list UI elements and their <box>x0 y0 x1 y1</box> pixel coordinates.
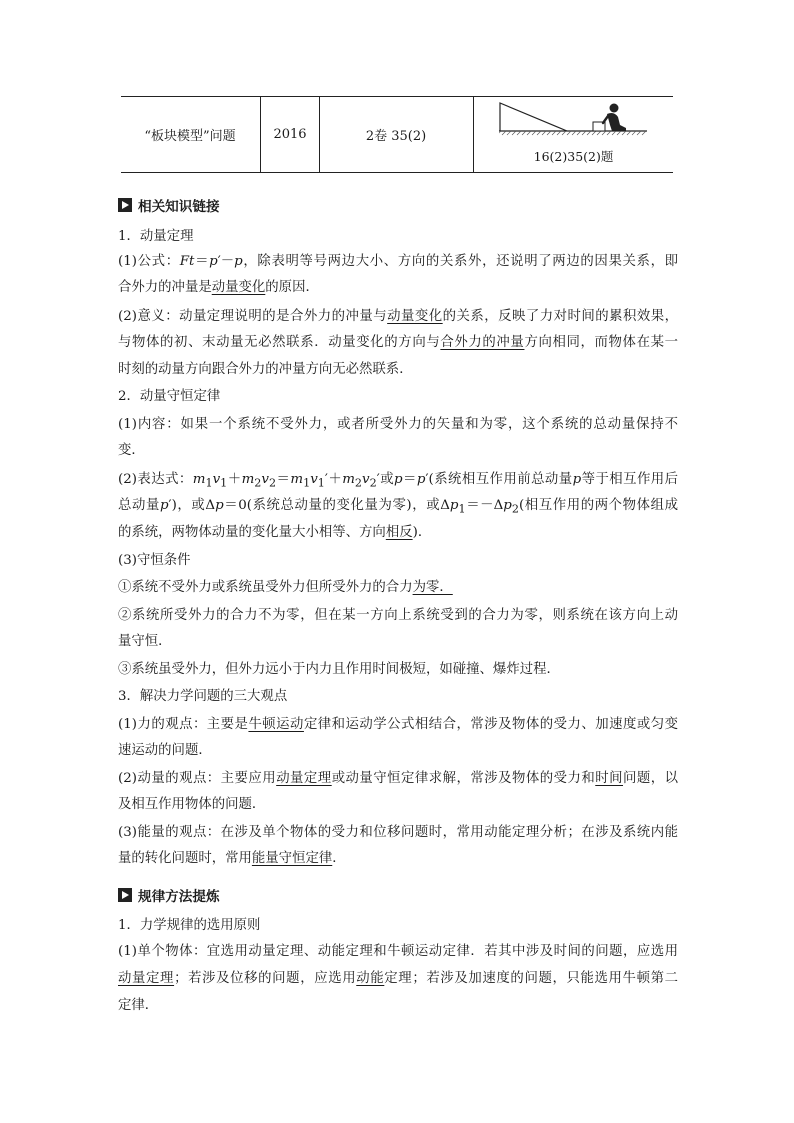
paragraph-line: ①系统不受外力或系统虽受外力但所受外力的合力为零． <box>118 580 453 595</box>
heading-selection-principle: 1．力学规律的选用原则 <box>118 918 261 933</box>
figure-caption: 16(2)35(2)题 <box>533 149 614 164</box>
table-cell-year: 2016 <box>260 97 320 172</box>
paragraph-line: (2)动量的观点：主要应用动量定理或动量守恒定律求解，常涉及物体的受力和时间问题，以 <box>118 771 679 786</box>
paragraph-line: 量守恒． <box>118 634 172 649</box>
paragraph-line: 量的转化问题时，常用能量守恒定律． <box>118 851 346 866</box>
play-triangle-icon <box>118 198 132 212</box>
section-title: 相关知识链接 <box>138 199 220 215</box>
paragraph-line: 速运动的问题． <box>118 743 212 758</box>
paragraph-line: 的系统，两物体动量的变化量大小相等、方向相反)． <box>118 525 432 540</box>
heading-conservation: 2．动量守恒定律 <box>118 389 221 404</box>
exam-table <box>121 96 673 173</box>
paragraph-line: (2)意义：动量定理说明的是合外力的冲量与动量变化的关系，反映了力对时间的累积效果， <box>118 309 679 324</box>
paragraph-line: (2)表达式：$m_1v_1+m_2v_2=m_1v_1'+m_2v_2'$或p＝p′(系统相互作用前总动量p等于相互作用后 <box>118 472 679 490</box>
table-cell-topic: “板块模型”问题 <box>144 129 236 144</box>
heading-three-views: 3．解决力学问题的三大观点 <box>118 689 288 704</box>
section-title: 规律方法提炼 <box>138 889 220 905</box>
paragraph-line: ③系统虽受外力，但外力远小于内力且作用时间极短，如碰撞、爆炸过程． <box>118 662 560 677</box>
table-cell-paper: 2卷 35(2) <box>319 97 474 172</box>
paragraph-line: 及相互作用物体的问题． <box>118 797 266 812</box>
paragraph-line: 时刻的动量方向跟合外力的冲量方向无必然联系． <box>118 362 413 377</box>
paragraph-line: 变． <box>118 443 145 458</box>
heading-momentum-theorem: 1．动量定理 <box>118 229 194 244</box>
paragraph-line: 合外力的冲量是动量变化的原因． <box>118 280 319 295</box>
paragraph-line: ②系统所受外力的合力不为零，但在某一方向上系统受到的合力为零，则系统在该方向上动 <box>118 608 678 623</box>
paragraph-line: (3)能量的观点：在涉及单个物体的受力和位移问题时，常用动能定理分析；在涉及系统内能 <box>118 825 678 840</box>
paragraph-line: (3)守恒条件 <box>118 553 191 568</box>
play-triangle-icon <box>118 888 132 902</box>
table-cell-figure <box>474 97 673 172</box>
paragraph-line: 与物体的初、末动量无必然联系．动量变化的方向与合外力的冲量方向相同，而物体在某一 <box>118 335 678 350</box>
section-header-knowledge <box>118 195 220 215</box>
paragraph-line: (1)内容：如果一个系统不受外力，或者所受外力的矢量和为零，这个系统的总动量保持不 <box>118 417 678 432</box>
paragraph-line: (1)单个物体：宜选用动量定理、动能定理和牛顿运动定律．若其中涉及时间的问题，应选用 <box>118 944 678 959</box>
section-header-methods <box>118 885 220 905</box>
paragraph-line: 定律． <box>118 998 159 1013</box>
incline-figure <box>499 101 649 139</box>
paragraph-line: (1)力的观点：主要是牛顿运动定律和运动学公式相结合，常涉及物体的受力、加速度或匀变 <box>118 717 679 732</box>
paragraph-line: 动量定理；若涉及位移的问题，应选用动能定理；若涉及加速度的问题，只能选用牛顿第二 <box>118 971 678 986</box>
paragraph-line: 总动量p′)，或Δp＝0(系统总动量的变化量为零)，或$\Delta p_1=-\Delta p_2$(相互作用的两个物体组成 <box>118 498 679 516</box>
paragraph-line: (1)公式：Ft＝p′－p，除表明等号两边大小、方向的关系外，还说明了两边的因果关系，即 <box>118 254 679 269</box>
